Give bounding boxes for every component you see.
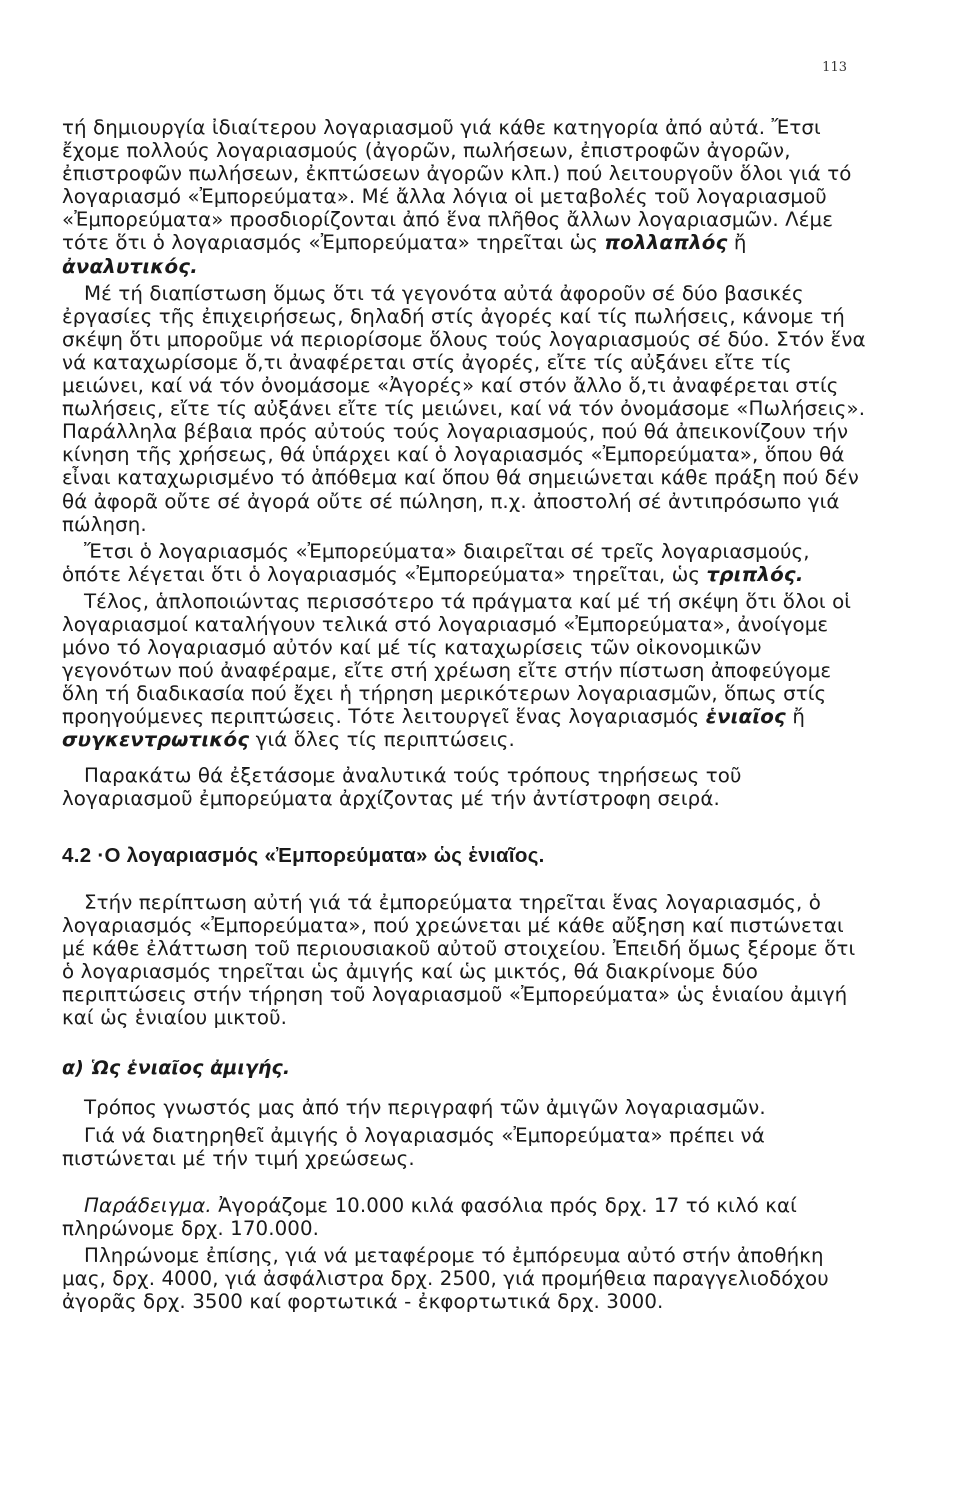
term-analytical: ἀναλυτικός. [62,254,198,278]
subsection-paragraph: Γιά νά διατηρηθεῖ ἀμιγής ὁ λογαριασμός «Ἐμπορεύματα» πρέπει νά πιστώνεται μέ τήν τιμή χρεώσεως. [62,1123,765,1170]
paragraph-triple [62,540,872,586]
paragraph-below: Παρακάτω θά ἐξετάσομε ἀναλυτικά τούς τρόπους τηρήσεως τοῦ λογαριασμοῦ ἐμπορεύματα ἀρχίζοντας μέ τήν ἀντίστροφη σειρά. [62,763,742,810]
term-triple: τριπλός. [706,562,804,586]
example-text: Ἀγοράζομε 10.000 κιλά φασόλια πρός δρχ. 17 τό κιλό καί πληρώνομε δρχ. 170.000. [62,1193,797,1240]
page-number: 113 [822,60,847,75]
subsection-paragraph: Πληρώνομε ἐπίσης, γιά νά μεταφέρομε τό ἐμπόρευμα αὐτό στήν ἀποθήκη μας, δρχ. 4000, γιά ἀσφάλιστρα δρχ. 2500, γιά προμήθεια παραγγελιοδόχου ἀγορᾶς δρχ. 3500 καί φορτωτικά - ἐκφορτωτικά δρχ. 3000. [62,1243,829,1314]
example-paragraph [62,1194,872,1240]
section-heading: 4.2 ·Ο λογαριασμός «Ἐμπορεύματα» ὡς ἑνιαῖος. [62,843,545,867]
paragraph-text: Τέλος, ἁπλοποιώντας περισσότερο τά πράγματα καί μέ τή σκέψη ὅτι ὅλοι οἱ λογαριασμοί καταλήγουν τελικά στό λογαριασμό «Ἐμπορεύματα», ἀνοίγομε μόνο τό λογαριασμό αὐτόν καί μέ τίς καταχωρίσεις τῶν οἰκονομικῶν γεγονότων πού ἀναφέραμε, εἴτε στή χρέωση εἴτε στήν πίστωση ἀποφεύγομε ὅλη τή διαδικασία πού ἔχει ἡ τήρηση μερικότερων λογαριασμῶν, ὅπως στίς προηγούμενες περιπτώσεις. Τότε λειτουργεῖ ἕνας λογαριασμός [62,589,852,729]
subsection-heading: α) Ὡς ἑνιαῖος ἀμιγής. [62,1057,291,1080]
page-body [62,116,872,1313]
subsection-paragraph: Τρόπος γνωστός μας ἀπό τήν περιγραφή τῶν ἀμιγῶν λογαριασμῶν. [84,1096,766,1120]
paragraph-text: ἤ [727,231,747,255]
term-multiple: πολλαπλός [604,231,728,255]
section-intro: Στήν περίπτωση αὐτή γιά τά ἐμπορεύματα τηρεῖται ἕνας λογαριασμός, ὁ λογαριασμός «Ἐμπορεύματα», πού χρεώνεται μέ κάθε αὔξηση καί πιστώνεται μέ κάθε ἐλάττωση τοῦ περιουσιακοῦ αὐτοῦ στοιχείου. Ἐπειδή ὅμως ξέρομε ὅτι ὁ λογαριασμός τηρεῖται ὡς ἀμιγής καί ὡς μικτός, θά διακρίνομε δύο περιπτώσεις στήν τήρηση τοῦ λογαριασμοῦ «Ἐμπορεύματα» ὡς ἑνιαίου ἀμιγή καί ὡς ἑνιαίου μικτοῦ. [62,890,856,1030]
term-aggregate: συγκεντρωτικός [62,728,250,752]
paragraph-text: τή δημιουργία ἰδιαίτερου λογαριασμοῦ γιά κάθε κατηγορία ἀπό αὐτά. Ἔτσι ἔχομε πολλούς λογαριασμούς (ἀγορῶν, πωλήσεων, ἐπιστροφῶν ἀγορῶν, ἐπιστροφῶν πωλήσεων, ἐκπτώσεων ἀγορῶν κλπ.) πού λειτουργοῦν ὅλοι γιά τό λογαριασμό «Ἐμπορεύματα». Μέ ἄλλα λόγια οἱ μεταβολές τοῦ λογαριασμοῦ «Ἐμπορεύματα» προσδιορίζονται ἀπό ἕνα πλῆθος ἄλλων λογαριασμῶν. Λέμε τότε ὅτι ὁ λογαριασμός «Ἐμπορεύματα» τηρεῖται ὡς [62,116,852,255]
paragraph-text: ἤ [785,705,805,729]
paragraph-unified [62,590,872,752]
example-label: Παράδειγμα. [84,1193,212,1217]
paragraph-two-accounts: Μέ τή διαπίστωση ὅμως ὅτι τά γεγονότα αὐτά ἀφοροῦν σέ δύο βασικές ἐργασίες τῆς ἐπιχειρήσεως, δηλαδή στίς ἀγορές καί τίς πωλήσεις, κάνομε τή σκέψη ὅτι μποροῦμε νά περιορίσομε ὅλους τούς λογαριασμούς σέ δύο. Στόν ἕνα νά καταχωρίσομε ὅ,τι ἀναφέρεται στίς ἀγορές, εἴτε τίς αὐξάνει εἴτε τίς μειώνει, καί νά τόν ὀνομάσομε «Ἀγορές» καί στόν ἄλλο ὅ,τι ἀναφέρεται στίς πωλήσεις, εἴτε τίς αὐξάνει εἴτε τίς μειώνει, καί νά τόν ὀνομάσομε «Πωλήσεις». Παράλληλα βέβαια πρός αὐτούς τούς λογαριασμούς, πού θά ἀπεικονίζουν τήν κίνηση τῆς χρήσεως, θά ὑπάρχει καί ὁ λογαριασμός «Ἐμπορεύματα», ὅπου θά εἶναι καταχωρισμένο τό ἀπόθεμα καί ὅπου θά σημειώνεται κάθε πράξη πού δέν θά ἀφορᾶ οὔτε σέ ἀγορά οὔτε σέ πώληση, π.χ. ἀποστολή σέ ἀντιπρόσωπο γιά πώληση. [62,281,866,536]
term-unified: ἑνιαῖος [705,705,786,729]
paragraph-multiple-accounts [62,116,872,278]
paragraph-text: Ἔτσι ὁ λογαριασμός «Ἐμπορεύματα» διαιρεῖται σέ τρεῖς λογαριασμούς, ὁπότε λέγεται ὅτι ὁ λογαριασμός «Ἐμπορεύματα» τηρεῖται, ὡς [62,539,810,586]
paragraph-text: γιά ὅλες τίς περιπτώσεις. [249,728,515,752]
